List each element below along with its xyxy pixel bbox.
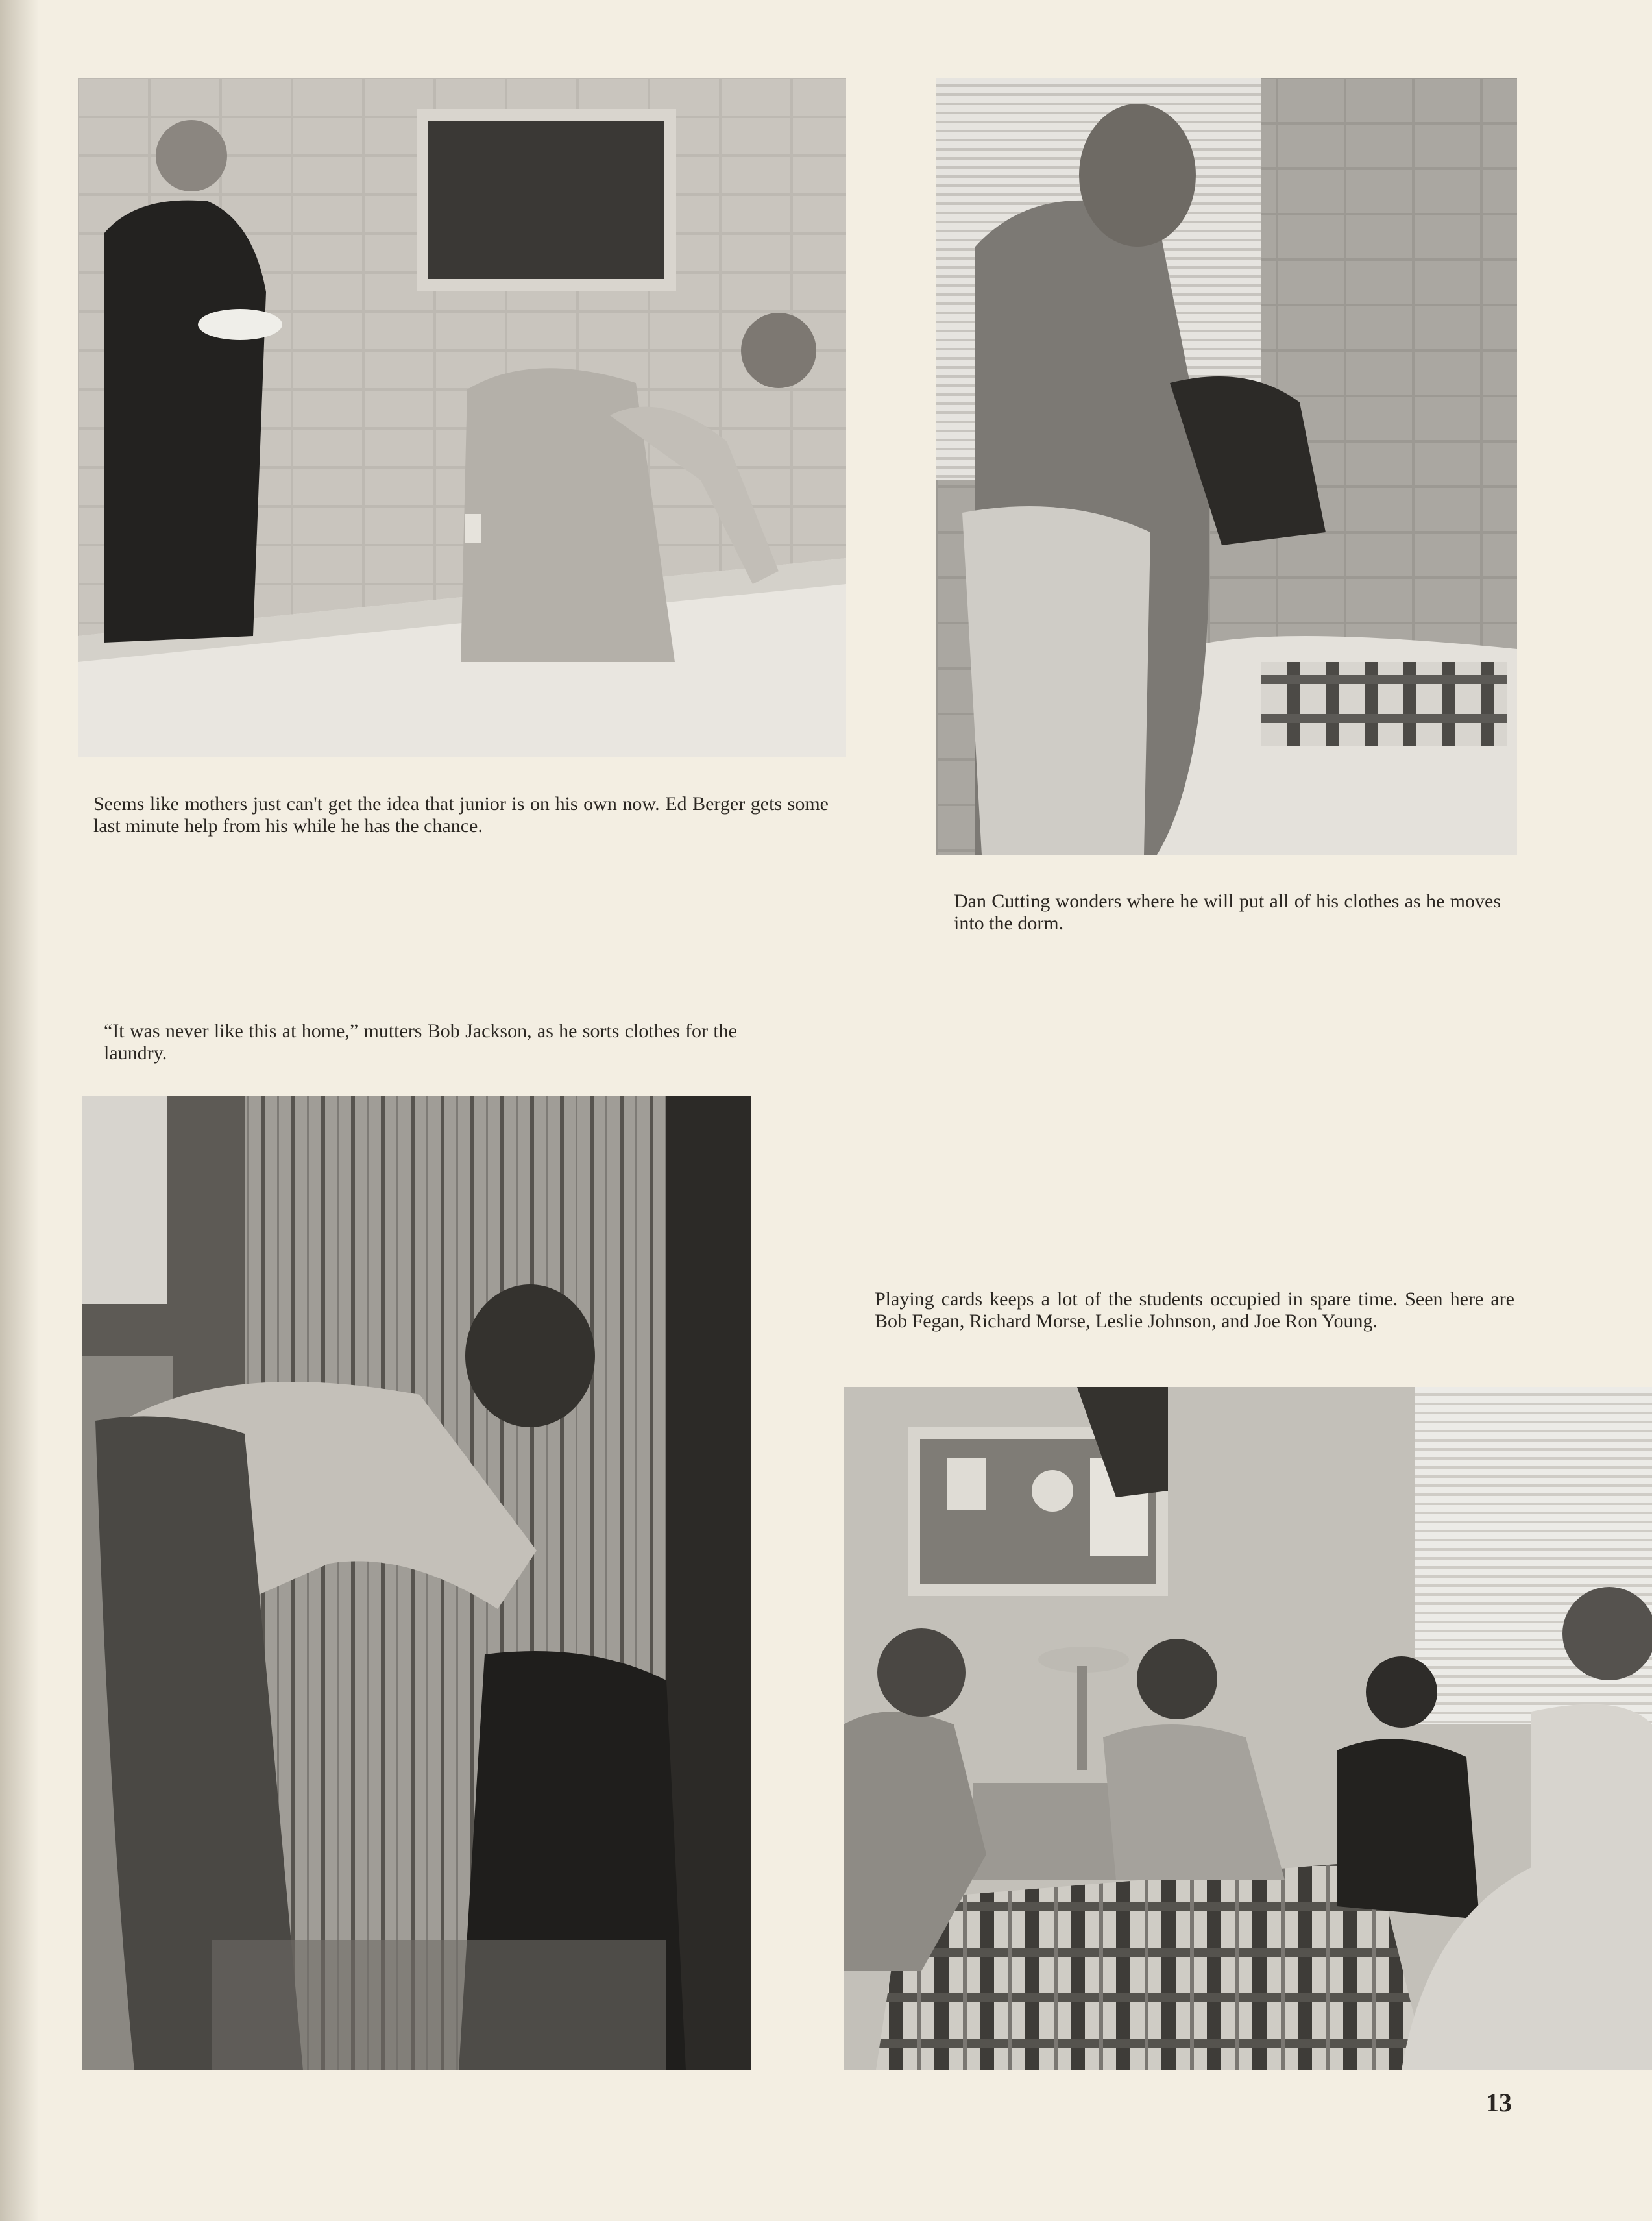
caption-card-players: Playing cards keeps a lot of the students occupied in spare time. Seen here are Bob Fegan, Richard Morse, Leslie Johnson, and Joe Ron Young. <box>875 1288 1514 1332</box>
photo-dan-cutting <box>936 78 1517 855</box>
photo-bed-making <box>78 78 846 757</box>
photo-bob-jackson <box>82 1096 751 2070</box>
page-number: 13 <box>1486 2088 1512 2117</box>
page-binding-shadow <box>0 0 39 2221</box>
caption-dan-cutting: Dan Cutting wonders where he will put all of his clothes as he moves into the dorm. <box>954 890 1501 934</box>
caption-bob-jackson: “It was never like this at home,” mutters Bob Jackson, as he sorts clothes for the laundry. <box>104 1020 737 1064</box>
photo-card-players <box>844 1387 1652 2070</box>
caption-bed-making: Seems like mothers just can't get the idea that junior is on his own now. Ed Berger gets some last minute help from his while he has the chance. <box>93 793 829 837</box>
